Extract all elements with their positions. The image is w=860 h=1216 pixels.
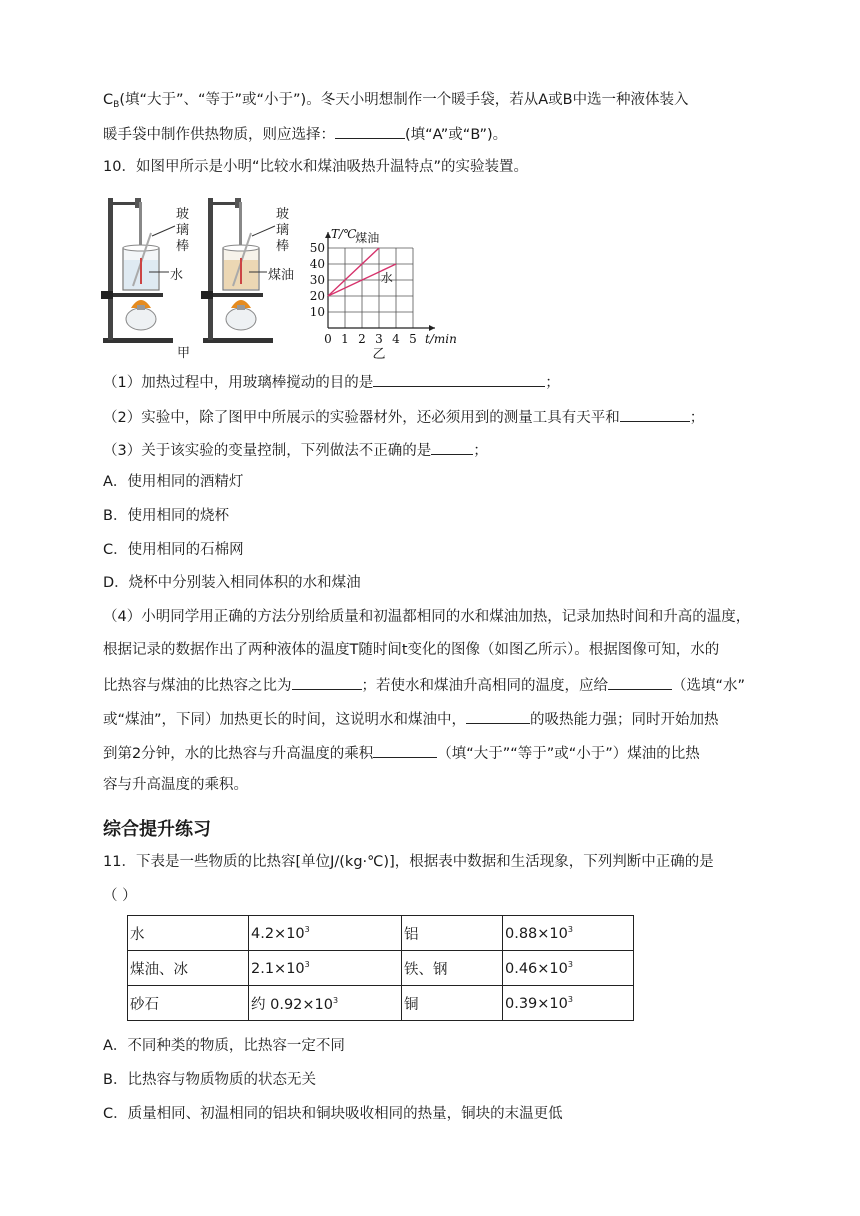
table-cell: 铁、钢 [402, 951, 503, 986]
answer-blank[interactable] [620, 406, 690, 422]
q10-part4-line3 [103, 674, 745, 696]
q11-stem: 11．下表是一些物质的比热容[单位J/(kg·℃)]，根据表中数据和生活现象，下列判断中正确的是 [103, 854, 714, 870]
p4-text: 比热容与煤油的比热容之比为 [103, 678, 292, 694]
p4-text: 的吸热能力强；同时开始加热 [530, 712, 719, 728]
table-cell: 水 [128, 916, 249, 951]
x-axis-arrow [429, 325, 435, 331]
p4-text: （选填“水” [672, 678, 746, 694]
table-cell: 煤油、冰 [128, 951, 249, 986]
q11-option-b[interactable]: B．比热容与物质物质的状态无关 [103, 1072, 316, 1088]
exponent: 3 [567, 959, 573, 969]
q10-part4-line6: 容与升高温度的乘积。 [103, 777, 248, 793]
series-line-kerosene [328, 248, 379, 296]
answer-blank[interactable] [431, 439, 473, 455]
q10-option-a[interactable]: A．使用相同的酒精灯 [103, 474, 244, 490]
temperature-time-chart [300, 210, 465, 360]
question9-tail-line2 [103, 123, 507, 145]
table-cell: 砂石 [128, 986, 249, 1021]
answer-blank[interactable] [373, 371, 545, 387]
x-tick-label: 2 [358, 332, 366, 346]
table-row [128, 951, 634, 986]
q10-part3 [103, 439, 488, 461]
q10-p1-text: （1）加热过程中，用玻璃棒搅动的目的是 [103, 375, 374, 391]
chart-grid [328, 248, 413, 328]
c-symbol: C [103, 92, 114, 108]
table-cell: 铝 [402, 916, 503, 951]
y-tick-label: 30 [309, 273, 325, 287]
q9-text: (填“大于”、“等于”或“小于”)。冬天小明想制作一个暖手袋，若从A或B中选一种液体装入 [119, 92, 689, 108]
x-tick-label: 4 [392, 332, 400, 346]
q10-p2-end: ； [689, 410, 705, 426]
q10-option-c[interactable]: C．使用相同的石棉网 [103, 542, 244, 558]
p4-text: 或“煤油”，下同）加热更长的时间，这说明水和煤油中， [103, 712, 467, 728]
answer-blank[interactable] [466, 708, 530, 724]
q10-part4-line2: 根据记录的数据作出了两种液体的温度T随时间t变化的图像（如图乙所示）。根据图像可知，水的 [103, 642, 720, 658]
q9-text2: 暖手袋中制作供热物质，则应选择： [103, 127, 335, 143]
left-rod-label: 玻璃棒 [176, 207, 190, 254]
section-heading: 综合提升练习 [103, 819, 211, 840]
q11-option-c[interactable]: C．质量相同、初温相同的铝块和铜块吸收相同的热量，铜块的末温更低 [103, 1106, 563, 1122]
series-label-kerosene: 煤油 [355, 231, 380, 245]
q10-part1 [103, 371, 560, 393]
q10-p2-text: （2）实验中，除了图甲中所展示的实验器材外，还必须用到的测量工具有天平和 [103, 410, 620, 426]
q10-part4-line1: （4）小明同学用正确的方法分别给质量和初温都相同的水和煤油加热，记录加热时间和升高的温度， [103, 609, 751, 625]
q9-text3: (填“A”或“B”)。 [405, 127, 508, 143]
table-row [128, 986, 634, 1021]
y-tick-label: 40 [309, 257, 325, 271]
q10-part4-line4 [103, 708, 719, 730]
x-tick-label: 1 [341, 332, 349, 346]
y-tick-label: 50 [309, 241, 325, 255]
x-axis-label: t/min [425, 332, 457, 346]
q10-stem: 10．如图甲所示是小明“比较水和煤油吸热升温特点”的实验装置。 [103, 159, 528, 175]
p4-text: （填“大于”“等于”或“小于”）煤油的比热 [437, 746, 700, 762]
table-cell [249, 986, 402, 1021]
x-tick-label: 5 [409, 332, 417, 346]
q10-option-b[interactable]: B．使用相同的烧杯 [103, 508, 229, 524]
exponent: 3 [304, 959, 310, 969]
q10-p1-end: ； [545, 375, 560, 391]
chart-ticks [310, 241, 417, 346]
table-cell [249, 951, 402, 986]
left-liquid-label: 水 [170, 268, 184, 283]
value: 约 0.92×10 [251, 996, 333, 1013]
value: 0.88×10 [505, 925, 568, 942]
figure-caption-yi: 乙 [372, 347, 386, 360]
exponent: 3 [304, 924, 310, 934]
table-cell [503, 951, 634, 986]
q10-part4-line5 [103, 742, 700, 764]
table-cell [503, 916, 634, 951]
right-setup [201, 198, 273, 343]
q10-p3-end: ； [473, 443, 488, 459]
exponent: 3 [567, 924, 573, 934]
answer-blank[interactable] [608, 674, 672, 690]
answer-blank[interactable] [373, 742, 437, 758]
y-tick-label: 10 [309, 305, 325, 319]
table-cell [249, 916, 402, 951]
y-tick-label: 20 [309, 289, 325, 303]
q11-bracket: （ ） [103, 888, 137, 904]
q11-option-a[interactable]: A．不同种类的物质，比热容一定不同 [103, 1038, 345, 1054]
x-tick-label: 0 [324, 332, 332, 346]
y-axis-label: T/℃ [331, 227, 357, 241]
question9-tail-line1 [103, 90, 689, 115]
specific-heat-table [127, 915, 634, 1021]
value: 0.46×10 [505, 960, 568, 977]
figure-caption-jia: 甲 [177, 346, 191, 361]
right-liquid-label: 煤油 [268, 268, 295, 283]
exponent: 3 [567, 994, 573, 1004]
left-setup [101, 198, 173, 343]
p4-text: ；若使水和煤油升高相同的温度，应给 [361, 678, 608, 694]
q10-p3-text: （3）关于该实验的变量控制，下列做法不正确的是 [103, 443, 432, 459]
value: 4.2×10 [251, 925, 305, 942]
right-rod-label: 玻璃棒 [276, 207, 290, 254]
q10-option-d[interactable]: D．烧杯中分别装入相同体积的水和煤油 [103, 575, 361, 591]
table-cell: 铜 [402, 986, 503, 1021]
value: 0.39×10 [505, 995, 568, 1012]
c-subscript: B [113, 100, 120, 110]
table-row [128, 916, 634, 951]
answer-blank[interactable] [335, 123, 405, 139]
table-cell [503, 986, 634, 1021]
value: 2.1×10 [251, 960, 305, 977]
q10-part2 [103, 406, 704, 428]
exponent: 3 [333, 995, 339, 1005]
series-label-water: 水 [380, 271, 393, 285]
answer-blank[interactable] [292, 674, 362, 690]
p4-text: 到第2分钟，水的比热容与升高温度的乘积 [103, 746, 374, 762]
x-tick-label: 3 [375, 332, 383, 346]
